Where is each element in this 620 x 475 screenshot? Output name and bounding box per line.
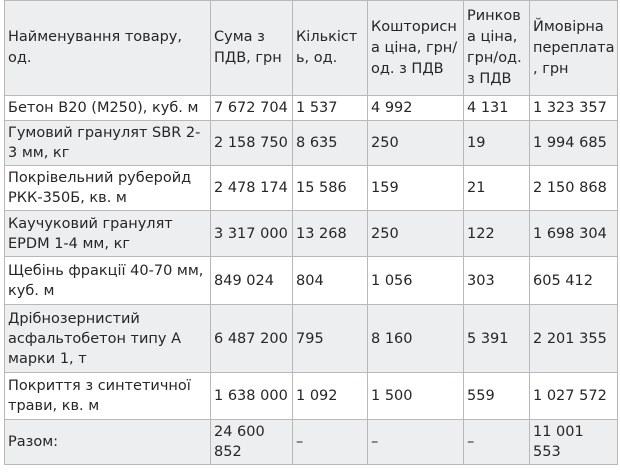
table-row (5, 373, 618, 420)
cell-quantity: 1 537 (293, 96, 368, 121)
table-row (5, 96, 618, 121)
cell-market-price: 19 (464, 121, 530, 166)
table-row (5, 211, 618, 257)
cell-quantity: 15 586 (293, 166, 368, 211)
table-row (5, 305, 618, 373)
cell-quantity: 1 092 (293, 373, 368, 420)
cell-probable-overpayment: 1 698 304 (530, 211, 618, 257)
cell-estimate-price: 250 (368, 121, 464, 166)
header-product-name: Найменування товару, од. (5, 1, 211, 96)
table-total-row (5, 420, 618, 465)
cell-sum-with-vat: 3 317 000 (211, 211, 293, 257)
total-market-price: – (464, 420, 530, 465)
cell-probable-overpayment: 2 150 868 (530, 166, 618, 211)
cell-sum-with-vat: 7 672 704 (211, 96, 293, 121)
cell-product-name: Каучуковий гранулят EPDM 1-4 мм, кг (5, 211, 211, 257)
cell-product-name: Дрібнозернистий асфальтобетон типу А марки 1, т (5, 305, 211, 373)
cell-estimate-price: 8 160 (368, 305, 464, 373)
table-row (5, 166, 618, 211)
table-header-row (5, 1, 618, 96)
cell-probable-overpayment: 1 994 685 (530, 121, 618, 166)
cell-quantity: 8 635 (293, 121, 368, 166)
total-sum-with-vat: 24 600 852 (211, 420, 293, 465)
cell-sum-with-vat: 849 024 (211, 257, 293, 305)
cell-market-price: 5 391 (464, 305, 530, 373)
header-estimate-price: Кошторисна ціна, грн/ од. з ПДВ (368, 1, 464, 96)
cell-sum-with-vat: 1 638 000 (211, 373, 293, 420)
cell-estimate-price: 4 992 (368, 96, 464, 121)
cell-estimate-price: 1 056 (368, 257, 464, 305)
cell-product-name: Щебінь фракції 40-70 мм, куб. м (5, 257, 211, 305)
cell-probable-overpayment: 2 201 355 (530, 305, 618, 373)
cell-probable-overpayment: 1 027 572 (530, 373, 618, 420)
cell-market-price: 122 (464, 211, 530, 257)
header-sum-with-vat: Сума з ПДВ, грн (211, 1, 293, 96)
cell-probable-overpayment: 1 323 357 (530, 96, 618, 121)
cell-market-price: 559 (464, 373, 530, 420)
cell-product-name: Покрівельний руберойд РКК-350Б, кв. м (5, 166, 211, 211)
cell-quantity: 804 (293, 257, 368, 305)
cell-probable-overpayment: 605 412 (530, 257, 618, 305)
cell-sum-with-vat: 2 158 750 (211, 121, 293, 166)
header-probable-overpayment: Ймовірна переплата, грн (530, 1, 618, 96)
total-label: Разом: (5, 420, 211, 465)
total-estimate-price: – (368, 420, 464, 465)
cell-sum-with-vat: 2 478 174 (211, 166, 293, 211)
cell-estimate-price: 159 (368, 166, 464, 211)
header-market-price: Ринкова ціна, грн/од. з ПДВ (464, 1, 530, 96)
total-probable-overpayment: 11 001 553 (530, 420, 618, 465)
total-quantity: – (293, 420, 368, 465)
cell-product-name: Гумовий гранулят SBR 2-3 мм, кг (5, 121, 211, 166)
table-row (5, 121, 618, 166)
cell-product-name: Покриття з синтетичної трави, кв. м (5, 373, 211, 420)
table-row (5, 257, 618, 305)
header-quantity: Кількість, од. (293, 1, 368, 96)
cell-market-price: 4 131 (464, 96, 530, 121)
cell-market-price: 303 (464, 257, 530, 305)
cell-market-price: 21 (464, 166, 530, 211)
procurement-overpayment-table (4, 0, 618, 465)
cell-estimate-price: 1 500 (368, 373, 464, 420)
cell-product-name: Бетон В20 (М250), куб. м (5, 96, 211, 121)
cell-quantity: 13 268 (293, 211, 368, 257)
cell-quantity: 795 (293, 305, 368, 373)
cell-estimate-price: 250 (368, 211, 464, 257)
cell-sum-with-vat: 6 487 200 (211, 305, 293, 373)
